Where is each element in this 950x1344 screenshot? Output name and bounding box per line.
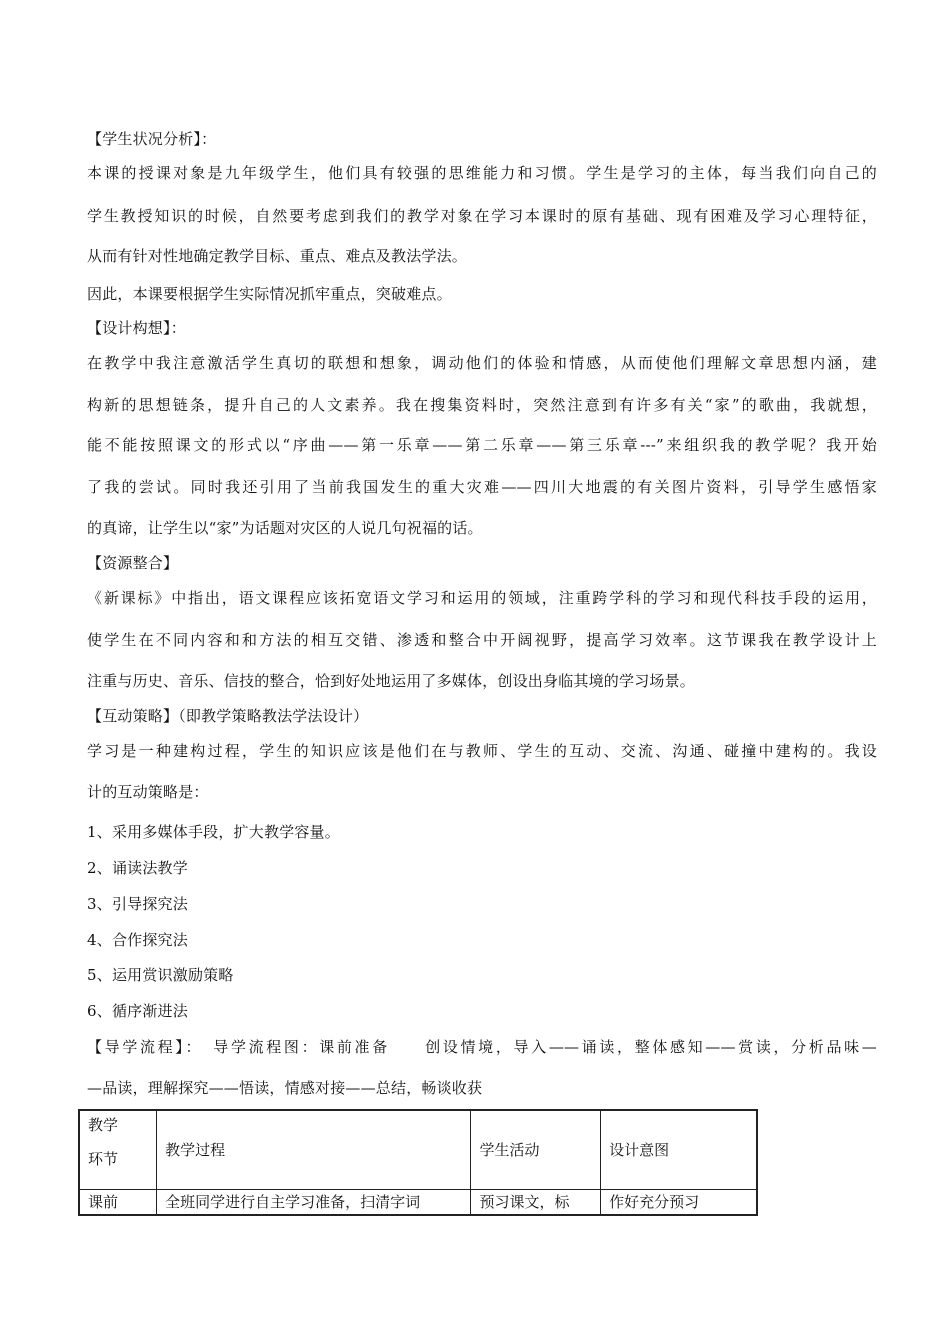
paragraph-line: 注重与历史、音乐、信技的整合，恰到好处地运用了多媒体，创设出身临其境的学习场景。 xyxy=(87,672,696,690)
section-heading-guide-flow: 【导学流程】： 导学流程图：课前准备 创设情境，导入——诵读，整体感知——赏读，分析品味— xyxy=(87,1038,877,1056)
list-item: 1、采用多媒体手段，扩大教学容量。 xyxy=(87,823,340,841)
section-heading-strategy: 【互动策略】（即教学策略教法学法设计） xyxy=(87,707,369,725)
cell-stage: 课前 xyxy=(79,1190,157,1216)
paragraph-line: 《新课标》中指出，语文课程应该拓宽语文学习和运用的领域，注重跨学科的学习和现代科技手段的运用， xyxy=(87,589,877,607)
list-item: 4、合作探究法 xyxy=(87,931,188,949)
paragraph-line: 构新的思想链条，提升自己的人文素养。我在搜集资料时，突然注意到有许多有关“家”的歌曲，我就想， xyxy=(87,396,877,414)
paragraph-line: 使学生在不同内容和和方法的相互交错、渗透和整合中开阔视野，提高学习效率。这节课我在教学设计上 xyxy=(87,631,877,649)
paragraph-line: 在教学中我注意激活学生真切的联想和想象，调动他们的体验和情感，从而使他们理解文章思想内涵，建 xyxy=(87,354,877,372)
header-stage xyxy=(79,1110,157,1190)
paragraph-line: 学习是一种建构过程，学生的知识应该是他们在与教师、学生的互动、交流、沟通、碰撞中建构的。我设 xyxy=(87,742,877,760)
list-item: 5、运用赏识激励策略 xyxy=(87,966,234,984)
paragraph-line: 从而有针对性地确定教学目标、重点、难点及教法学法。 xyxy=(87,247,468,265)
header-stage-line: 教学 xyxy=(88,1116,119,1134)
paragraph-line: 学生教授知识的时候，自然要考虑到我们的教学对象在学习本课时的原有基础、现有困难及学习心理特征， xyxy=(87,207,877,225)
teaching-flow-table xyxy=(78,1109,758,1216)
list-item: 2、诵读法教学 xyxy=(87,859,188,877)
paragraph-line: 了我的尝试。同时我还引用了当前我国发生的重大灾难——四川大地震的有关图片资料，引导学生感悟家 xyxy=(87,478,877,496)
header-stage-line: 环节 xyxy=(88,1150,119,1168)
cell-process: 全班同学进行自主学习准备，扫清字词 xyxy=(157,1190,471,1216)
list-item: 6、循序渐进法 xyxy=(87,1002,188,1020)
list-item: 3、引导探究法 xyxy=(87,895,188,913)
section-heading-resources: 【资源整合】 xyxy=(87,554,179,572)
paragraph-line: —品读，理解探究——悟读，情感对接——总结，畅谈收获 xyxy=(87,1079,483,1097)
header-design-intent: 设计意图 xyxy=(601,1110,757,1190)
section-heading-student-analysis: 【学生状况分析】： xyxy=(87,130,217,148)
paragraph-line: 计的互动策略是： xyxy=(87,783,209,801)
section-heading-design-idea: 【设计构想】： xyxy=(87,319,186,337)
header-process: 教学过程 xyxy=(157,1110,471,1190)
cell-design-intent: 作好充分预习 xyxy=(601,1190,757,1216)
paragraph-line: 本课的授课对象是九年级学生，他们具有较强的思维能力和习惯。学生是学习的主体，每当我们向自己的 xyxy=(87,164,877,182)
paragraph-line: 能不能按照课文的形式以“序曲——第一乐章——第二乐章——第三乐章---”来组织我的教学呢？我开始 xyxy=(87,436,877,454)
table-header-row xyxy=(79,1110,757,1190)
paragraph-line: 因此，本课要根据学生实际情况抓牢重点，突破难点。 xyxy=(87,285,452,303)
cell-student-activity: 预习课文，标 xyxy=(471,1190,601,1216)
table-row xyxy=(79,1190,757,1216)
paragraph-line: 的真谛，让学生以“家”为话题对灾区的人说几句祝福的话。 xyxy=(87,519,483,537)
header-student-activity: 学生活动 xyxy=(471,1110,601,1190)
